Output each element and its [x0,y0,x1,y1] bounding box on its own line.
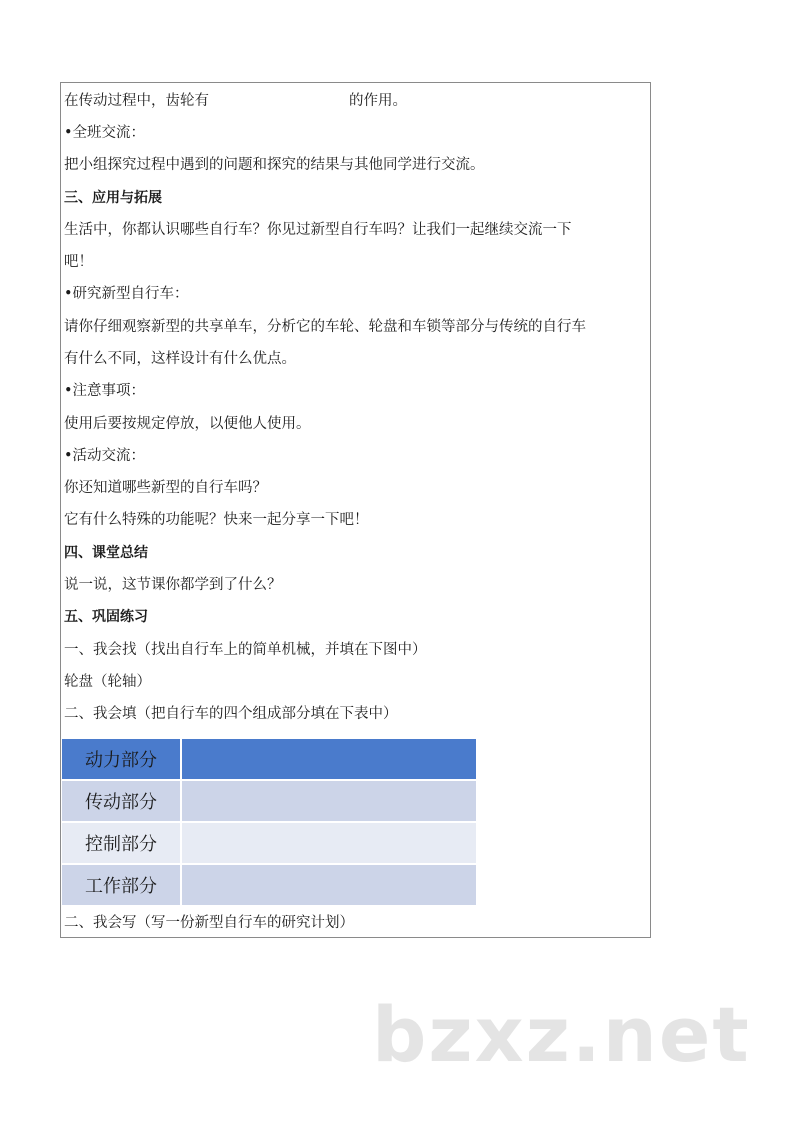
bullet-heading: •研究新型自行车： [64,286,189,302]
row-label: 动力部分 [62,739,181,780]
text-line: 使用后要按规定停放，以便他人使用。 [64,416,311,432]
section-heading: 三、应用与拓展 [64,190,162,206]
section-heading: 四、课堂总结 [64,545,148,561]
table-row [62,864,476,906]
row-label: 传动部分 [62,780,181,822]
row-label: 控制部分 [62,822,181,864]
text-line: 把小组探究过程中遇到的问题和探究的结果与其他同学进行交流。 [64,157,485,173]
table-row [62,780,476,822]
table-row [62,739,476,780]
document-frame [60,82,651,938]
row-answer-cell[interactable] [181,739,476,780]
class-exchange-bullet: •全班交流： [64,125,146,141]
watermark: bzxz.net [372,990,751,1079]
exercise-line: 二、我会写（写一份新型自行车的研究计划） [64,915,354,931]
table-row [62,822,476,864]
section-heading: 五、巩固练习 [64,609,148,625]
exercise-line: 一、我会找（找出自行车上的简单机械，并填在下图中） [64,642,427,658]
text-line: 你还知道哪些新型的自行车吗？ [64,480,267,496]
row-answer-cell[interactable] [181,780,476,822]
bullet-heading: •活动交流： [64,448,146,464]
bicycle-parts-table [62,739,476,907]
text-line: 生活中，你都认识哪些自行车？你见过新型自行车吗？让我们一起继续交流一下 [64,222,572,238]
text-line: 有什么不同，这样设计有什么优点。 [64,351,296,367]
text-line: 吧！ [64,254,93,270]
row-answer-cell[interactable] [181,864,476,906]
row-label: 工作部分 [62,864,181,906]
answer-line: 轮盘（轮轴） [64,674,151,690]
text-line: 说一说，这节课你都学到了什么？ [64,577,282,593]
exercise-line: 二、我会填（把自行车的四个组成部分填在下表中） [64,706,398,722]
text-line: 请你仔细观察新型的共享单车，分析它的车轮、轮盘和车锁等部分与传统的自行车 [64,319,586,335]
row-answer-cell[interactable] [181,822,476,864]
gear-function-line: 在传动过程中，齿轮有 的作用。 [64,93,407,109]
text-line: 它有什么特殊的功能呢？快来一起分享一下吧！ [64,512,369,528]
bullet-heading: •注意事项： [64,383,146,399]
